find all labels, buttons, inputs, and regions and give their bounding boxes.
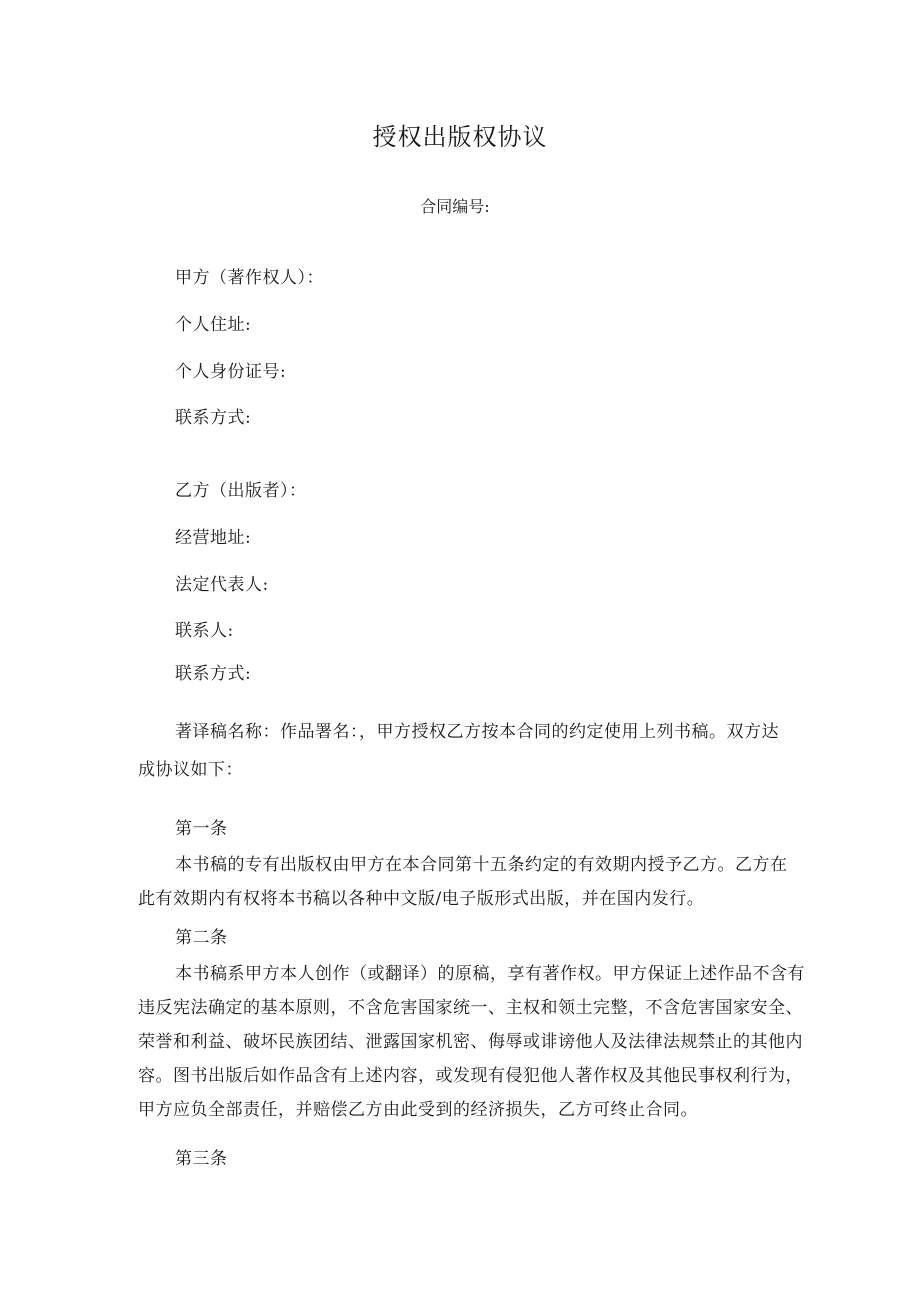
article-2-line-1: 本书稿系甲方本人创作（或翻译）的原稿，享有著作权。甲方保证上述作品不含有 [175,964,805,984]
article-2-line-5: 甲方应负全部责任，并赔偿乙方由此受到的经济损失，乙方可终止合同。 [138,1100,698,1120]
article-2-line-4: 容。图书出版后如作品含有上述内容，或发现有侵犯他人著作权及其他民事权利行为， [138,1066,803,1086]
article-1-line-2: 此有效期内有权将本书稿以各种中文版/电子版形式出版，并在国内发行。 [138,889,705,909]
party-b-contact-label: 联系方式: [175,664,252,684]
party-b-legal-rep-label: 法定代表人: [175,575,269,595]
article-2-line-2: 违反宪法确定的基本原则，不含危害国家统一、主权和领土完整，不含危害国家安全、 [138,998,803,1018]
intro-line-2: 成协议如下： [138,760,243,780]
document-title: 授权出版权协议 [372,123,548,151]
article-1-heading: 第一条 [175,819,228,839]
party-a-contact-label: 联系方式: [175,408,252,428]
article-2-line-3: 荣誉和利益、破坏民族团结、泄露国家机密、侮辱或诽谤他人及法律法规禁止的其他内 [138,1032,803,1052]
party-b-contact-person-label: 联系人: [175,621,234,641]
article-2-heading: 第二条 [175,928,228,948]
intro-line-1: 著译稿名称：作品署名：，甲方授权乙方按本合同的约定使用上列书稿。双方达 [175,722,779,742]
article-1-line-1: 本书稿的专有出版权由甲方在本合同第十五条约定的有效期内授予乙方。乙方在 [175,855,788,875]
contract-number-label: 合同编号: [420,197,490,216]
party-a-heading: 甲方（著作权人）： [175,268,324,288]
party-b-business-address-label: 经营地址: [175,528,252,548]
party-a-address-label: 个人住址: [175,315,252,335]
party-a-id-label: 个人身份证号: [175,362,287,382]
party-b-heading: 乙方（出版者）： [175,481,307,501]
article-3-heading: 第三条 [175,1149,228,1169]
